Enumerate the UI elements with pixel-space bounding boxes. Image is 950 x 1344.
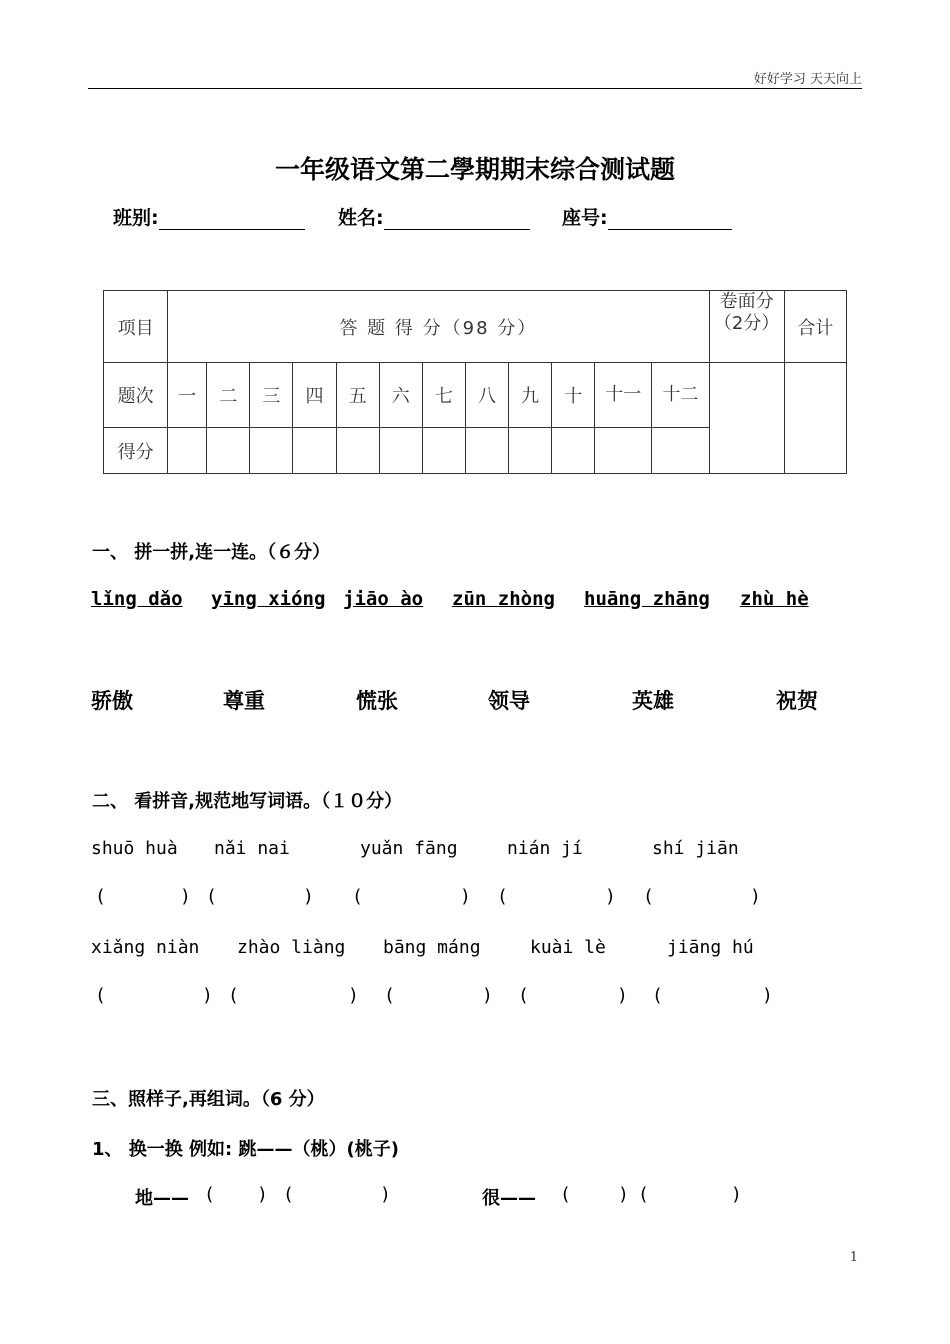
close-paren: ) xyxy=(202,985,213,1006)
neatness-score-cell[interactable] xyxy=(709,363,784,474)
pinyin-item: zūn zhòng xyxy=(452,588,555,610)
close-paren: ) xyxy=(303,886,314,907)
header-motto: 好好学习 天天向上 xyxy=(753,72,862,87)
close-paren: ) xyxy=(731,1184,742,1205)
pinyin-item: jiāng hú xyxy=(667,937,754,958)
open-paren: ( xyxy=(518,985,529,1006)
pinyin-item: huāng zhāng xyxy=(584,588,710,610)
score-cell[interactable] xyxy=(379,428,422,474)
question-number: 八 xyxy=(465,363,508,428)
open-paren: ( xyxy=(283,1184,294,1205)
name-label: 姓名: xyxy=(338,207,384,229)
pinyin-item: shuō huà xyxy=(91,838,178,859)
answer-score-header: 答 题 得 分（98 分） xyxy=(168,291,709,363)
question-number: 六 xyxy=(379,363,422,428)
close-paren: ) xyxy=(482,985,493,1006)
question-number: 三 xyxy=(250,363,293,428)
pinyin-item: lǐng dǎo xyxy=(91,588,183,610)
question-number: 十二 xyxy=(652,363,709,428)
open-paren: ( xyxy=(384,985,395,1006)
open-paren: ( xyxy=(95,886,106,907)
pinyin-item: shí jiān xyxy=(652,838,739,859)
question-number: 七 xyxy=(422,363,465,428)
total-header: 合计 xyxy=(784,291,846,363)
pinyin-item: xiǎng niàn xyxy=(91,937,200,958)
pinyin-item: nǎi nai xyxy=(214,838,290,859)
close-paren: ) xyxy=(257,1184,268,1205)
seat-label: 座号: xyxy=(562,207,608,229)
pinyin-item: yīng xióng xyxy=(211,588,326,610)
score-cell[interactable] xyxy=(293,428,336,474)
row-label-item: 项目 xyxy=(104,291,168,363)
section3-title: 三、照样子,再组词。（6 分） xyxy=(92,1089,325,1110)
open-paren: ( xyxy=(638,1184,649,1205)
open-paren: ( xyxy=(204,1184,215,1205)
page-title: 一年级语文第二學期期末综合测试题 xyxy=(274,155,675,184)
question-number: 二 xyxy=(207,363,250,428)
word-item: 领导 xyxy=(488,689,530,713)
question-number: 一 xyxy=(168,363,207,428)
score-cell[interactable] xyxy=(652,428,709,474)
question-number: 十 xyxy=(552,363,595,428)
score-cell[interactable] xyxy=(207,428,250,474)
name-field xyxy=(338,203,530,230)
section3-question1: 1、 换一换 例如: 跳——（桃）(桃子) xyxy=(92,1139,399,1160)
word-item: 骄傲 xyxy=(91,689,133,713)
close-paren: ) xyxy=(460,886,471,907)
question-number: 九 xyxy=(509,363,552,428)
question-number: 四 xyxy=(293,363,336,428)
open-paren: ( xyxy=(560,1184,571,1205)
page-number: 1 xyxy=(849,1250,858,1265)
close-paren: ) xyxy=(762,985,773,1006)
open-paren: ( xyxy=(652,985,663,1006)
close-paren: ) xyxy=(380,1184,391,1205)
question-number: 十一 xyxy=(595,363,652,428)
header-rule xyxy=(88,88,862,89)
score-cell[interactable] xyxy=(250,428,293,474)
pinyin-item: zhào liàng xyxy=(237,937,346,958)
section2-title: 二、 看拼音,规范地写词语。（１０分） xyxy=(92,791,403,812)
pinyin-item: kuài lè xyxy=(530,937,606,958)
row-label-number: 题次 xyxy=(104,363,168,428)
word-item: 慌张 xyxy=(356,689,398,713)
question-number: 五 xyxy=(336,363,379,428)
open-paren: ( xyxy=(643,886,654,907)
name-blank[interactable] xyxy=(384,209,530,230)
score-cell[interactable] xyxy=(422,428,465,474)
score-cell[interactable] xyxy=(336,428,379,474)
left-char: 地—— xyxy=(135,1188,189,1209)
open-paren: ( xyxy=(497,886,508,907)
score-cell[interactable] xyxy=(595,428,652,474)
pinyin-item: yuǎn fāng xyxy=(360,838,458,859)
section1-title: 一、 拼一拼,连一连。（６分） xyxy=(92,542,331,563)
right-char: 很—— xyxy=(482,1188,536,1209)
score-cell[interactable] xyxy=(465,428,508,474)
word-item: 尊重 xyxy=(223,689,265,713)
class-label: 班别: xyxy=(113,207,159,229)
open-paren: ( xyxy=(206,886,217,907)
pinyin-item: jiāo ào xyxy=(343,588,424,610)
score-cell[interactable] xyxy=(168,428,207,474)
score-table xyxy=(103,290,847,474)
open-paren: ( xyxy=(95,985,106,1006)
open-paren: ( xyxy=(228,985,239,1006)
close-paren: ) xyxy=(618,1184,629,1205)
score-cell[interactable] xyxy=(509,428,552,474)
seat-field xyxy=(562,203,732,230)
pinyin-item: nián jí xyxy=(507,838,583,859)
score-cell[interactable] xyxy=(552,428,595,474)
word-item: 英雄 xyxy=(632,689,674,713)
close-paren: ) xyxy=(617,985,628,1006)
total-score-cell[interactable] xyxy=(784,363,846,474)
close-paren: ) xyxy=(348,985,359,1006)
pinyin-item: zhù hè xyxy=(740,588,809,610)
word-item: 祝贺 xyxy=(776,689,818,713)
close-paren: ) xyxy=(605,886,616,907)
class-field xyxy=(113,203,305,230)
open-paren: ( xyxy=(352,886,363,907)
close-paren: ) xyxy=(180,886,191,907)
neatness-header: 卷面分（2分） xyxy=(709,291,784,363)
close-paren: ) xyxy=(750,886,761,907)
seat-blank[interactable] xyxy=(608,209,732,230)
pinyin-item: bāng máng xyxy=(383,937,481,958)
row-label-score: 得分 xyxy=(104,428,168,474)
class-blank[interactable] xyxy=(159,209,305,230)
